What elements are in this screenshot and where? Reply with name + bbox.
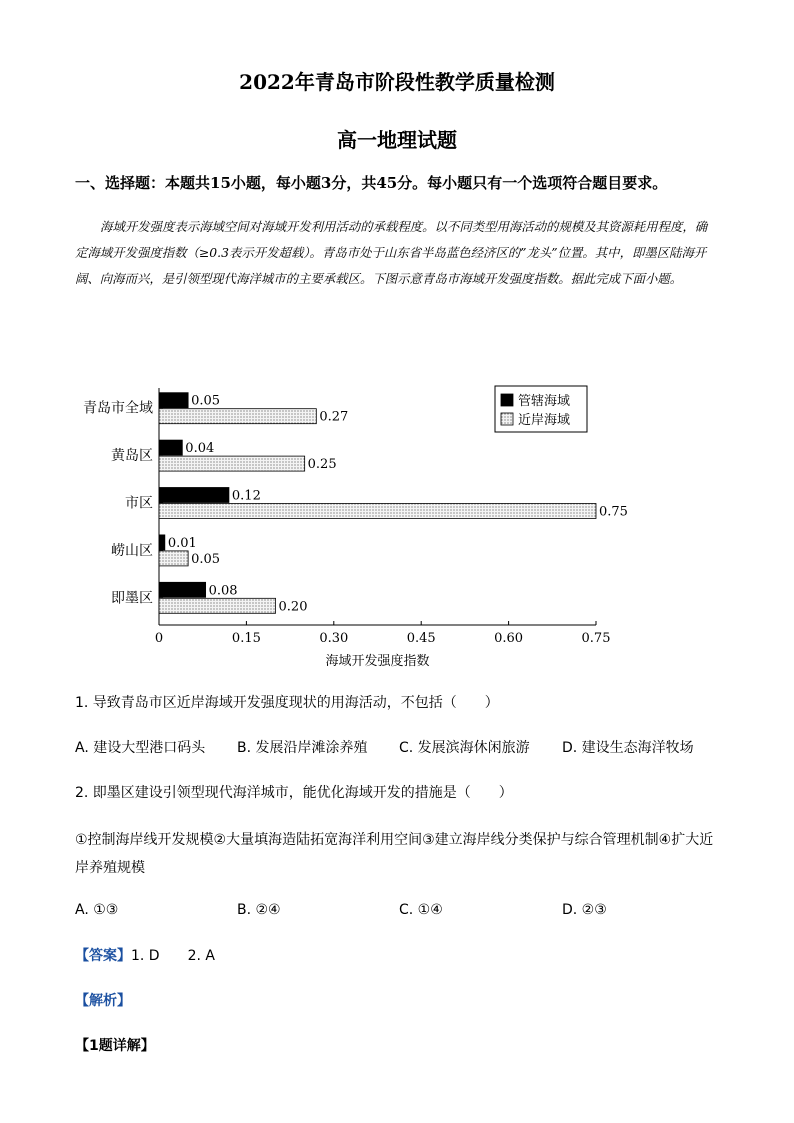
- bar: [159, 440, 182, 455]
- x-axis-title: 海域开发强度指数: [325, 654, 430, 669]
- x-tick-label: 0: [154, 631, 164, 646]
- bar-value-label: 0.20: [278, 599, 308, 615]
- answer-tag: 【答案】: [75, 948, 131, 964]
- analysis-label: 【解析】: [75, 993, 131, 1009]
- intro-passage: [75, 214, 715, 292]
- bar-value-label: 0.05: [191, 551, 221, 567]
- category-label: 市区: [125, 495, 153, 512]
- answer-text: 1. D 2. A: [131, 948, 215, 964]
- bar: [159, 504, 596, 519]
- bar: [159, 456, 305, 471]
- bar-value-label: 0.05: [191, 393, 221, 409]
- page-subtitle: 高一地理试题: [337, 128, 457, 152]
- bar-value-label: 0.25: [307, 457, 337, 473]
- bar-chart: [75, 380, 635, 675]
- question-1-option-c[interactable]: C. 发展滨海休闲旅游: [399, 740, 530, 756]
- bar: [159, 393, 188, 408]
- x-tick-label: 0.75: [581, 631, 611, 646]
- category-label: 崂山区: [111, 542, 153, 559]
- legend-label: 管辖海域: [518, 394, 571, 409]
- category-label: 黄岛区: [111, 448, 153, 465]
- bar: [159, 488, 229, 503]
- answer-line: [75, 945, 215, 965]
- section-heading: 一、选择题：本题共15小题，每小题3分，共45分。每小题只有一个选项符合题目要求。: [75, 174, 668, 192]
- x-tick-label: 0.15: [231, 631, 261, 646]
- question-2-option-d[interactable]: D. ②③: [562, 902, 607, 918]
- x-tick-label: 0.60: [494, 631, 524, 646]
- bar-value-label: 0.04: [185, 441, 215, 457]
- x-tick-label: 0.30: [319, 631, 349, 646]
- bar: [159, 409, 316, 424]
- question-2-option-b[interactable]: B. ②④: [237, 902, 281, 918]
- bar: [159, 582, 206, 597]
- bar: [159, 598, 276, 613]
- question-1-option-d[interactable]: D. 建设生态海洋牧场: [562, 740, 694, 756]
- x-tick-label: 0.45: [406, 631, 436, 646]
- question-2-statements: ①控制海岸线开发规模②大量填海造陆拓宽海洋利用空间③建立海岸线分类保护与综合管理机制④扩大近岸养殖规模: [75, 832, 714, 876]
- category-label: 即墨区: [111, 590, 153, 607]
- question-2-stem: 2. 即墨区建设引领型现代海洋城市，能优化海域开发的措施是（ ）: [75, 785, 513, 801]
- question-1-option-a[interactable]: A. 建设大型港口码头: [75, 740, 206, 756]
- intro-text: 海域开发强度表示海域空间对海域开发利用活动的承载程度。以不同类型用海活动的规模及其资源耗用程度，确定海域开发强度指数（≥0.3表示开发超载）。青岛市处于山东省半岛蓝色经济区的”龙头”位置。其中，即墨区陆海开阔、向海而兴，是引领型现代海洋城市的主要承载区。下图示意青岛市海域开发强度指数。据此完成下面小题。: [75, 219, 708, 286]
- bar-value-label: 0.75: [599, 504, 628, 520]
- legend-swatch: [501, 413, 513, 425]
- question-1-stem: 1. 导致青岛市区近岸海域开发强度现状的用海活动，不包括（ ）: [75, 695, 499, 711]
- detail-label: 【1题详解】: [75, 1038, 155, 1054]
- question-1-option-b[interactable]: B. 发展沿岸滩涂养殖: [237, 740, 368, 756]
- chart-legend: [495, 386, 587, 432]
- legend-swatch: [501, 394, 513, 406]
- bar: [159, 551, 188, 566]
- legend-label: 近岸海域: [518, 413, 571, 428]
- question-2-option-a[interactable]: A. ①③: [75, 902, 119, 918]
- bar: [159, 535, 165, 550]
- bar-value-label: 0.01: [167, 535, 197, 551]
- bar-value-label: 0.12: [231, 488, 261, 504]
- question-2-option-c[interactable]: C. ①④: [399, 902, 443, 918]
- category-label: 青岛市全域: [83, 400, 153, 417]
- page-title: 2022年青岛市阶段性教学质量检测: [239, 70, 555, 94]
- bar-value-label: 0.27: [319, 409, 349, 425]
- bar-value-label: 0.08: [208, 583, 238, 599]
